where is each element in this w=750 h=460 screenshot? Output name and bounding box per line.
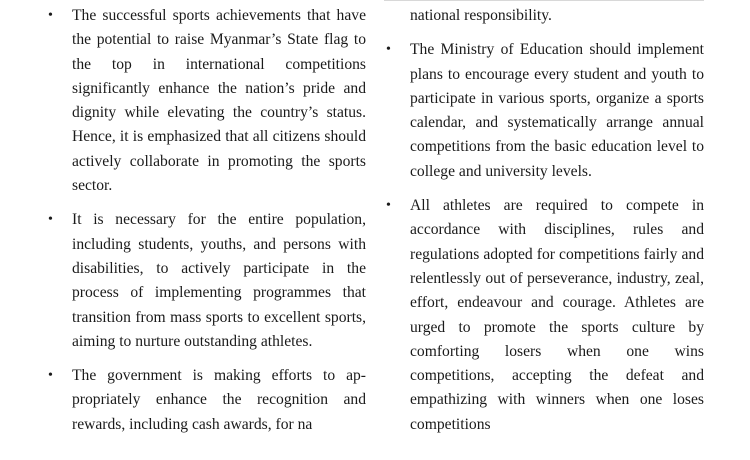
list-item <box>46 208 366 354</box>
header-divider <box>384 0 704 1</box>
paragraph-text: The government is making efforts to appropriately enhance the recognition and rewards, including cash awards, for na <box>72 367 366 433</box>
bullet-icon: • <box>48 212 53 228</box>
bullet-icon: • <box>386 198 391 214</box>
list-item <box>384 194 704 437</box>
continued-paragraph-text: national responsibility. <box>410 7 552 24</box>
paragraph-text: The Ministry of Education should implement plans to encourage every student and youth to participate in various sports, organize a sports calendar, and systematically arrange annual competitions from the basic education level to college and university levels. <box>410 41 704 180</box>
paragraph-text: The successful sports achievements that have the potential to raise Myanmar’s State flag to the top in international competitions significantly enhance the nation’s pride and dignity while elevating the country’s status. Hence, it is emphasized that all citizens should actively collaborate in promoting the sports sector. <box>72 7 366 195</box>
bullet-icon: • <box>386 42 391 58</box>
left-bullet-list <box>46 4 366 437</box>
list-item <box>46 4 366 198</box>
bullet-icon: • <box>48 368 53 384</box>
list-item <box>46 364 366 437</box>
paragraph-text: All athletes are required to compete in accordance with disciplines, rules and regulations adopted for competitions fairly and relentlessly out of perseverance, industry, zeal, effort, endeavour and courage. Athletes are urged to promote the sports culture by comforting losers when one wins competitions, accepting the defeat and empathizing with winners when one loses competitions <box>410 197 704 433</box>
bullet-icon: • <box>48 8 53 23</box>
right-bullet-list <box>384 38 704 437</box>
left-column <box>46 4 366 447</box>
paragraph-text: It is necessary for the entire population, including students, youths, and persons with disabilities, to actively participate in the process of implementing programmes that transition from mass sports to excellent sports, aiming to nurture outstanding athletes. <box>72 211 366 350</box>
right-column <box>384 4 704 447</box>
list-item <box>384 38 704 184</box>
